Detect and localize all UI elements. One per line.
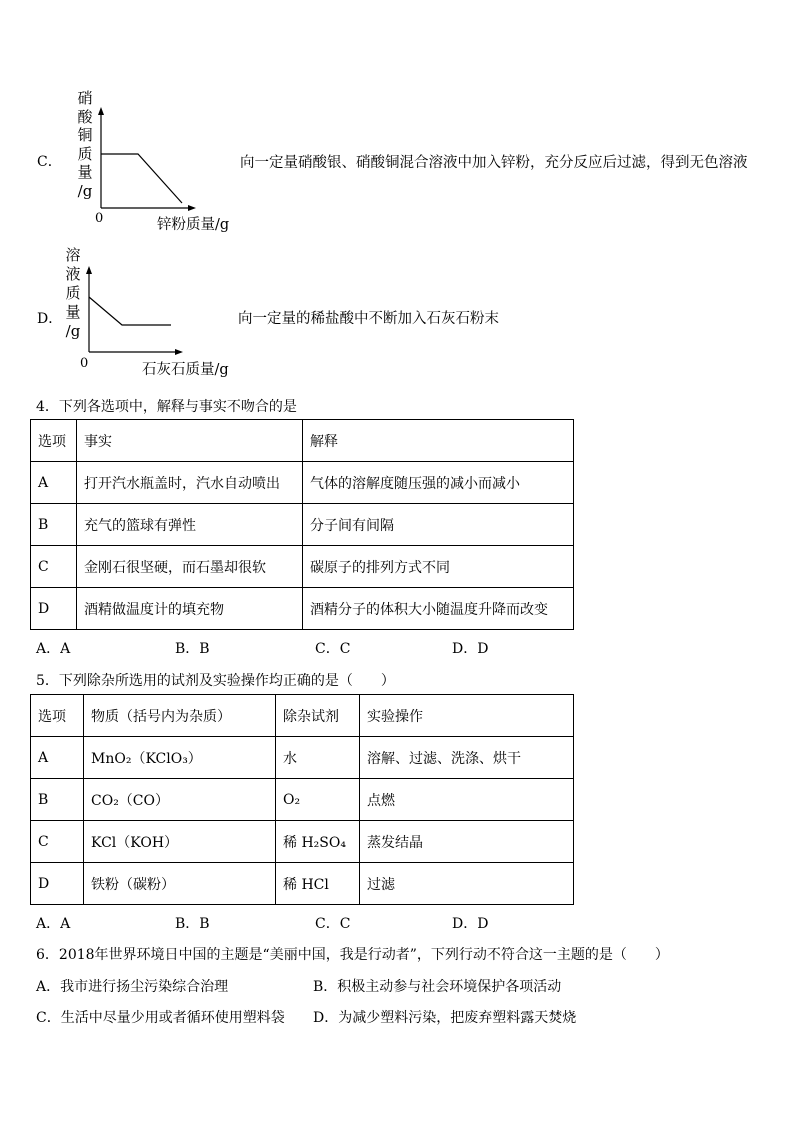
- question-4-table: [30, 419, 574, 630]
- x-axis-arrow: [175, 349, 183, 355]
- ylabel-char: 铜: [77, 126, 93, 144]
- option-letter-c: C．: [37, 154, 62, 170]
- header-cell: 选项: [31, 420, 77, 462]
- ylabel-char: 量: [65, 303, 81, 321]
- table-cell: 酒精分子的体积大小随温度升降而改变: [303, 588, 574, 630]
- table-cell: O₂: [276, 779, 360, 821]
- table-row: [31, 737, 574, 779]
- answer-option[interactable]: B．B: [175, 916, 210, 932]
- table-row: [31, 504, 574, 546]
- table-row: [31, 779, 574, 821]
- table-cell: 点燃: [360, 779, 574, 821]
- header-cell: 解释: [303, 420, 574, 462]
- ylabel-char: 质: [65, 284, 81, 302]
- option-letter-d: D．: [37, 311, 63, 327]
- table-cell: 分子间有间隔: [303, 504, 574, 546]
- table-cell: 稀 H₂SO₄: [276, 821, 360, 863]
- answer-option[interactable]: B．积极主动参与社会环境保护各项活动: [313, 979, 562, 995]
- table-cell: C: [31, 546, 77, 588]
- question-5-stem: 5．下列除杂所选用的试剂及实验操作均正确的是（ ）: [36, 673, 395, 689]
- origin-label: 0: [80, 356, 89, 371]
- table-cell: B: [31, 779, 84, 821]
- table-row: [31, 821, 574, 863]
- header-cell: 事实: [77, 420, 303, 462]
- table-cell: 酒精做温度计的填充物: [77, 588, 303, 630]
- ylabel-char: 酸: [77, 107, 93, 126]
- answer-option[interactable]: A．A: [36, 916, 71, 932]
- x-axis-label: 石灰石质量/g: [142, 362, 229, 378]
- table-header-row: [31, 420, 574, 462]
- table-cell: A: [31, 462, 77, 504]
- table-cell: 水: [276, 737, 360, 779]
- header-cell: 选项: [31, 695, 84, 737]
- table-cell: KCl（KOH）: [84, 821, 276, 863]
- table-cell: C: [31, 821, 84, 863]
- table-cell: CO₂（CO）: [84, 779, 276, 821]
- ylabel-char: 液: [65, 265, 81, 283]
- table-cell: B: [31, 504, 77, 546]
- table-cell: 碳原子的排列方式不同: [303, 546, 574, 588]
- x-axis-label: 锌粉质量/g: [157, 217, 230, 233]
- table-cell: 蒸发结晶: [360, 821, 574, 863]
- header-cell: 实验操作: [360, 695, 574, 737]
- table-cell: 铁粉（碳粉）: [84, 863, 276, 905]
- table-cell: 稀 HCl: [276, 863, 360, 905]
- origin-label: 0: [95, 211, 104, 226]
- ylabel-char: 硝: [77, 89, 93, 107]
- answer-option[interactable]: D．D: [452, 916, 489, 932]
- table-cell: D: [31, 588, 77, 630]
- answer-option[interactable]: C．C: [315, 916, 351, 932]
- table-row: [31, 546, 574, 588]
- ylabel-char: 溶: [65, 246, 81, 264]
- ylabel-char: 量: [77, 163, 93, 181]
- answer-option[interactable]: D．D: [452, 641, 489, 657]
- graph-d-description: 向一定量的稀盐酸中不断加入石灰石粉末: [238, 311, 499, 327]
- table-row: [31, 588, 574, 630]
- table-cell: 过滤: [360, 863, 574, 905]
- table-cell: D: [31, 863, 84, 905]
- table-row: [31, 462, 574, 504]
- data-line: [89, 297, 171, 325]
- table-cell: MnO₂（KClO₃）: [84, 737, 276, 779]
- table-row: [31, 863, 574, 905]
- table-header-row: [31, 695, 574, 737]
- graph-c-description: 向一定量硝酸银、硝酸铜混合溶液中加入锌粉，充分反应后过滤，得到无色溶液: [240, 155, 748, 171]
- answer-option[interactable]: C．生活中尽量少用或者循环使用塑料袋: [36, 1010, 285, 1026]
- header-cell: 除杂试剂: [276, 695, 360, 737]
- table-cell: A: [31, 737, 84, 779]
- table-cell: 气体的溶解度随压强的减小而减小: [303, 462, 574, 504]
- answer-option[interactable]: D．为减少塑料污染，把废弃塑料露天焚烧: [313, 1010, 577, 1026]
- answer-option[interactable]: A．我市进行扬尘污染综合治理: [36, 979, 229, 995]
- table-cell: 充气的篮球有弹性: [77, 504, 303, 546]
- answer-option[interactable]: B．B: [175, 641, 210, 657]
- table-cell: 打开汽水瓶盖时，汽水自动喷出: [77, 462, 303, 504]
- answer-option[interactable]: C．C: [315, 641, 351, 657]
- question-6-stem: 6．2018年世界环境日中国的主题是“美丽中国，我是行动者”，下列行动不符合这一主题的是（ ）: [36, 947, 669, 963]
- y-axis-arrow: [86, 266, 92, 274]
- table-cell: 金刚石很坚硬，而石墨却很软: [77, 546, 303, 588]
- table-cell: 溶解、过滤、洗涤、烘干: [360, 737, 574, 779]
- question-4-stem: 4．下列各选项中，解释与事实不吻合的是: [36, 399, 297, 415]
- ylabel-char: 质: [77, 144, 93, 163]
- ylabel-char: /g: [77, 182, 93, 200]
- question-5-table: [30, 694, 574, 905]
- ylabel-char: /g: [65, 322, 81, 340]
- answer-option[interactable]: A．A: [36, 641, 71, 657]
- header-cell: 物质（括号内为杂质）: [84, 695, 276, 737]
